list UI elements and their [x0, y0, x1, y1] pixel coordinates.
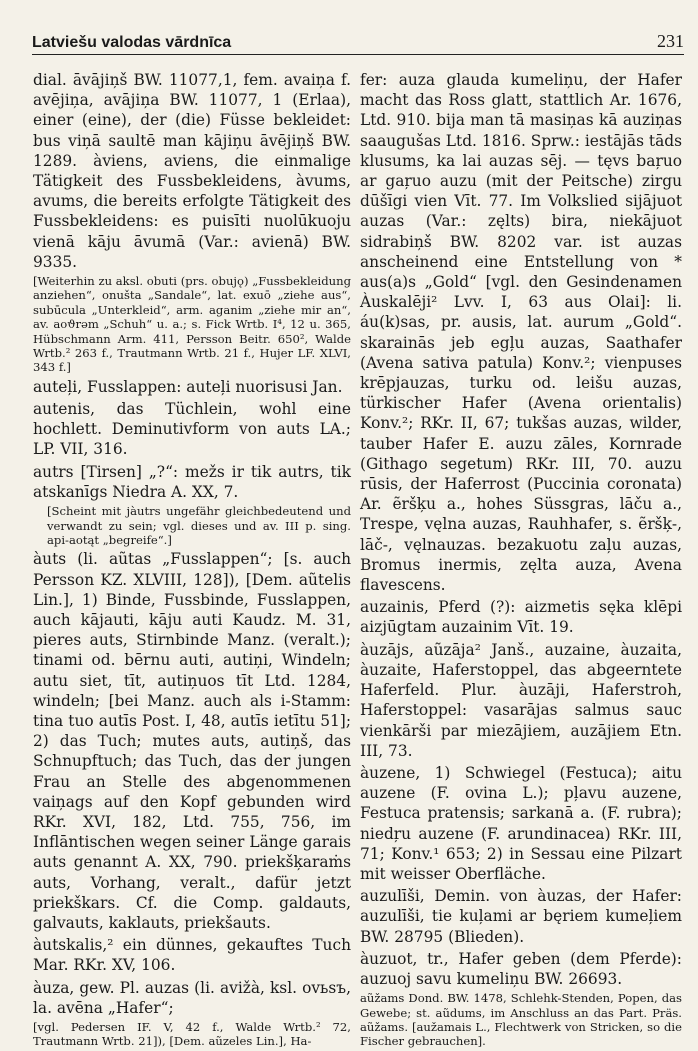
entry-auzams: aũžams Dond. BW. 1478, Schlehk-Stenden, Popen, das Gewebe; st. aũdums, im Anschluss an das Part. Präs. aũžams. [aužamais L., Flechtwerk von Stricken, so die Fischer gebrauchen]. — [360, 991, 682, 1049]
etymology-note: [Scheint mit jàutrs ungefähr gleichbedeutend und verwandt zu sein; vgl. dieses und av. III p. sing. api-aotąt „begreife“.] — [47, 504, 351, 547]
entry-auteli: auteļi, Fusslappen: auteļi nuorisusi Jan. — [33, 377, 343, 396]
entry-auzuot: àuzuot, tr., Hafer geben (dem Pferde): auzuoj savu kumeliņu BW. 26693. — [360, 949, 682, 988]
etymology-note: [Weiterhin zu aksl. obuti (prs. obujǫ) „Fussbekleidung anziehen“, onušta „Sandale“, lat. exuō „ziehe aus“, subūcula „Unterkleid“, arm. aganim „ziehe mir an“, av. aoϑrəm „Schuh“ u. a.; s. Fick Wrtb. I⁴, 12 u. 365, Hübschmann Arm. 411, Persson Beitr. 650², Walde Wrtb.² 263 f., Trautmann Wrtb. 21 f., Hujer LF. XLVI, 343 f.] — [33, 274, 351, 375]
entry-auzene: àuzene, 1) Schwiegel (Festuca); aitu auzene (F. ovina L.); pļavu auzene, Festuca pratensis; sarkanā a. (F. rubra); niedŗu auzene (F. arundinacea) RKr. III, 71; Konv.¹ 653; 2) in Sessau eine Pilzart mit weisser Oberfläche. — [360, 763, 682, 883]
etymology-note: [vgl. Pedersen IF. V, 42 f., Walde Wrtb.² 72, Trautmann Wrtb. 21]), [Dem. aũzeles Lin.], Ha- — [33, 1019, 351, 1049]
entry-autskalis: àutskalis,² ein dünnes, gekauftes Tuch Mar. RKr. XV, 106. — [33, 936, 351, 975]
page-number: 231 — [657, 31, 684, 51]
entry-auts: àuts (li. aũtas „Fusslappen“; [s. auch Persson KZ. XLVIII, 128]), [Dem. aũtelis Lin.], 1) Binde, Fussbinde, Fusslappen, auch kājauti, kāju auti Kaudz. M. 31, pieres auts, Stirnbinde Manz. (veralt.); tinami od. bērnu auti, autiņi, Windeln; autu siet, tīt, autiņuos tīt Ltd. 1284, windeln; [bei Manz. auch als i-Stamm: tina tuo autīs Post. I, 48, autīs ietītu 51]; 2) das Tuch; mutes auts, autiņš, das Schnupftuch; das Tuch, das der jungen Frau an Stelle des abgenommenen vaiņags auf den Kopf gebunden wird RKr. XVI, 182, Ltd. 755, 756, im Inflāntischen wegen seiner Länge garais auts genannt A. XX, 790. priekšķaraṁs auts, Vorhang, veralt., dafür jetzt priekškars. Cf. die Comp. galdauts, galvauts, kaklauts, priekšauts. — [33, 550, 351, 932]
entry-auzainis: auzainis, Pferd (?): aizmetis sęka klēpi aizjūgtam auzainim Vīt. 19. — [360, 598, 682, 637]
running-title: Latviešu valodas vārdnīca — [32, 34, 232, 51]
page-header — [32, 28, 684, 55]
entry-avajins: dial. āvājiņš BW. 11077,1, fem. avaiņa f. avējiņa, avājiņa BW. 11077, 1 (Erlaa), einer (eine), der (die) Füsse bekleidet: bus viņā saultē man kājiņu āvējiņš BW. 1289. àviens, aviens, die einmalige Tätigkeit des Fussbekleidens, àvums, avums, die bereits erfolgte Tätigkeit des Fussbekleidens: es puisīti nuolūkuoju vienā kāju āvumā (Var.: avienā) BW. 9335. — [33, 71, 351, 271]
entry-autenis: autenis, das Tüchlein, wohl eine hochlett. Deminutivform von auts LA.; LP. VII, 316. — [33, 400, 351, 459]
entry-auza-continued: fer: auza glauda kumeliņu, der Hafer macht das Ross glatt, stattlich Ar. 1676, Ltd. 910. bija man tā masiņas kā auziņas saaugušas Ltd. 1816. Sprw.: iestājās tāds klusums, ka lai auzas sēj. — tęvs baŗuo ar gaŗuo auzu (mit der Peitsche) zirgu dūšīgi vien Vīt. 77. Im Volkslied sijājuot auzas (Var.: zęlts) bira, niekājuot sidrabiņš BW. 8202 var. ist auzas anscheinend eine Entstellung von * aus(a)s „Gold“ [vgl. den Gesindenamen Àuskalēji² Lvv. I, 63 aus Olai]: li. áu(k)sas, pr. ausis, lat. aurum „Gold“. skarainās jeb egļu auzas, Saathafer (Avena sativa patula) Konv.²; vienpuses krēpjauzas, turku od. leišu auzas, türkischer Hafer (Avena orientalis) Konv.²; RKr. II, 67; tukšas auzas, wilder, tauber Hafer E. auzu zāles, Kornrade (Githago segetum) RKr. III, 70. auzu rūsis, der Haferrost (Puccinia coronata) Ar. ẽršķu a., hohes Süssgras, lāču a., Trespe, vęlna auzas, Rauhhafer, s. ẽršķ-, lāč-, vęlnauzas. bezakuotu zaļu auzas, Bromus inermis, zęlta auza, Avena flavescens. — [360, 71, 682, 595]
right-column — [360, 70, 682, 1051]
left-column — [33, 70, 351, 1051]
entry-autrs: autrs [Tirsen] „?“: mežs ir tik autrs, tik atskanīgs Niedra A. XX, 7. — [33, 462, 351, 501]
entry-auza: àuza, gew. Pl. auzas (li. avižà, ksl. ovьsъ, la. avēna „Hafer“; — [33, 978, 351, 1017]
entry-auzajs: àuzājs, aũzāja² Janš., auzaine, àuzaita, àuzaite, Haferstoppel, das abgeerntete Haferfeld. Plur. àuzāji, Haferstroh, Haferstoppel: vasarājas salmus sauc vienkārši par miezājiem, auzājiem Etn. III, 73. — [360, 640, 682, 760]
entry-auzulisi: auzulīši, Demin. von àuzas, der Hafer: auzulīši, tie kuļami ar bęriem kumeļiem BW. 28795 (Blieden). — [360, 887, 682, 946]
